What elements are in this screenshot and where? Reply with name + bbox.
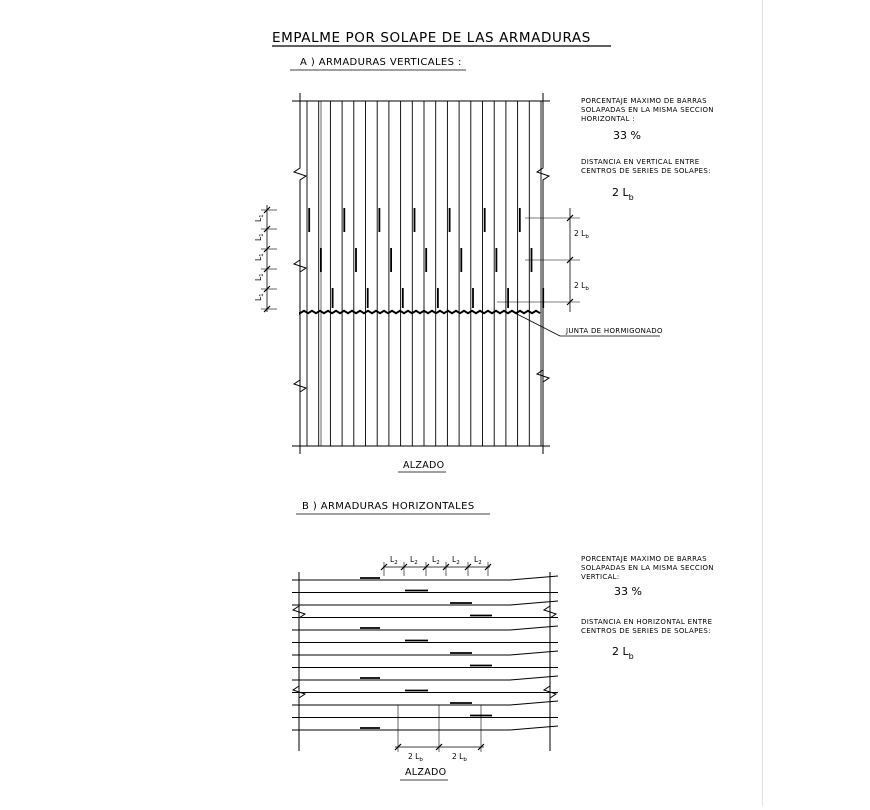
dimension-label-l2: $L_2$ bbox=[432, 555, 440, 566]
b-note-percent-line-1: PORCENTAJE MAXIMO DE BARRAS bbox=[581, 555, 707, 563]
dimension-label-l1: $L_1$ bbox=[254, 273, 265, 281]
a-note-distance-line-1: DISTANCIA EN VERTICAL ENTRE bbox=[581, 158, 700, 166]
b-percent-value: 33 % bbox=[614, 585, 642, 598]
wall-left-edge bbox=[294, 93, 306, 454]
lap-length-dimension-left bbox=[254, 205, 277, 312]
horizontal-bar-end bbox=[510, 701, 558, 705]
joint-label: JUNTA DE HORMIGONADO bbox=[566, 327, 663, 335]
a-note-distance-line-2: CENTROS DE SERIES DE SOLAPES: bbox=[581, 167, 711, 175]
section-b-wall-elevation bbox=[299, 572, 550, 751]
a-note-percent-line-2: SOLAPADAS EN LA MISMA SECCION bbox=[581, 106, 714, 114]
dimension-label-l2: $L_2$ bbox=[452, 555, 460, 566]
b-note-percent-line-3: VERTICAL: bbox=[581, 573, 620, 581]
section-a-view-label: ALZADO bbox=[403, 460, 445, 471]
horizontal-bar-end bbox=[510, 601, 558, 605]
vertical-bar-laps bbox=[309, 208, 543, 308]
a-distance-value: 2 $L_b$ bbox=[612, 186, 634, 202]
a-note-percent-line-1: PORCENTAJE MAXIMO DE BARRAS bbox=[581, 97, 707, 105]
horizontal-bar-laps bbox=[360, 578, 492, 728]
horizontal-bar-end bbox=[510, 626, 558, 630]
vertical-bars bbox=[307, 101, 541, 446]
dimension-label-2lb: 2 $L_b$ bbox=[452, 752, 467, 763]
horizontal-bar-end bbox=[510, 576, 558, 580]
dimension-label-l2: $L_2$ bbox=[390, 555, 398, 566]
horizontal-bar-end bbox=[510, 726, 558, 730]
lap-length-dimension-top bbox=[381, 555, 491, 576]
dimension-label-l1: $L_1$ bbox=[254, 293, 265, 301]
lap-spacing-dimension-bottom bbox=[395, 705, 484, 763]
horizontal-bar-end bbox=[510, 651, 558, 655]
dimension-label-l1: $L_1$ bbox=[254, 214, 265, 222]
dimension-label-2lb: 2 $L_b$ bbox=[408, 752, 423, 763]
a-note-percent-line-3: HORIZONTAL : bbox=[581, 115, 635, 123]
wall-right-edge bbox=[537, 93, 549, 454]
section-b-view-label: ALZADO bbox=[405, 767, 447, 778]
b-distance-value: 2 $L_b$ bbox=[612, 645, 634, 661]
section-b-heading: B ) ARMADURAS HORIZONTALES bbox=[302, 501, 475, 512]
b-note-distance-line-1: DISTANCIA EN HORIZONTAL ENTRE bbox=[581, 618, 713, 626]
dimension-label-2lb: 2 $L_b$ bbox=[574, 229, 589, 240]
drawing-title: EMPALME POR SOLAPE DE LAS ARMADURAS bbox=[272, 30, 591, 46]
section-b-notes bbox=[581, 555, 714, 661]
joint-leader-line bbox=[513, 312, 560, 336]
b-note-distance-line-2: CENTROS DE SERIES DE SOLAPES: bbox=[581, 627, 711, 635]
dimension-label-2lb: 2 $L_b$ bbox=[574, 281, 589, 292]
dimension-label-l1: $L_1$ bbox=[254, 233, 265, 241]
b-note-percent-line-2: SOLAPADAS EN LA MISMA SECCION bbox=[581, 564, 714, 572]
horizontal-bar-end bbox=[510, 676, 558, 680]
sheet-edge-line bbox=[762, 0, 763, 806]
section-a-heading: A ) ARMADURAS VERTICALES : bbox=[300, 57, 462, 68]
dimension-label-l2: $L_2$ bbox=[474, 555, 482, 566]
a-percent-value: 33 % bbox=[613, 129, 641, 142]
section-a-notes bbox=[581, 97, 714, 202]
concrete-joint-line bbox=[300, 311, 540, 313]
horizontal-bars bbox=[292, 576, 558, 730]
dimension-label-l2: $L_2$ bbox=[410, 555, 418, 566]
dimension-label-l1: $L_1$ bbox=[254, 253, 265, 261]
